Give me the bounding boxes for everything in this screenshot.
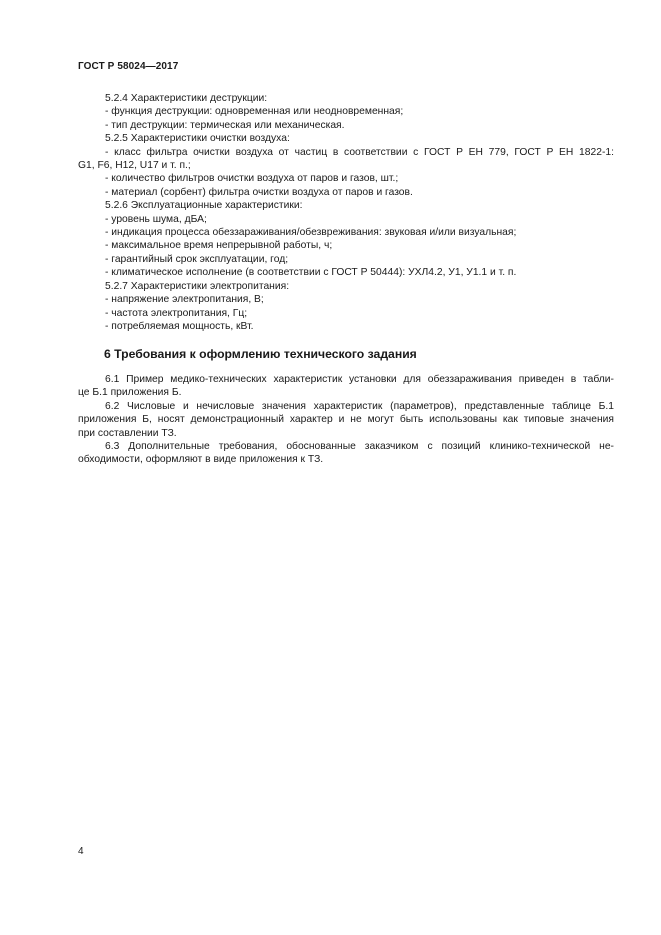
paragraph-6-3 (78, 440, 614, 467)
subsection-title: 5.2.6 Эксплуатационные характеристики: (105, 200, 303, 212)
list-item-continuation: G1, F6, H12, U17 и т. п.; (78, 160, 191, 172)
list-item: - климатическое исполнение (в соответствии с ГОСТ Р 50444): УХЛ4.2, У1, У1.1 и т. п. (105, 267, 517, 279)
subsection-title: 5.2.4 Характеристики деструкции: (105, 93, 268, 104)
paragraph-line: це Б.1 приложения Б. (78, 387, 182, 399)
subsection-title: 5.2.7 Характеристики электропитания: (105, 280, 290, 292)
document-header-standard: ГОСТ Р 58024—2017 (78, 61, 179, 72)
section-5-2-content (78, 92, 614, 333)
list-item: - максимальное время непрерывной работы, ч; (105, 240, 333, 252)
list-item: - количество фильтров очистки воздуха от паров и газов, шт.; (105, 173, 399, 185)
list-item: - тип деструкции: термическая или механическая. (105, 119, 345, 131)
list-item: - функция деструкции: одновременная или неодновременная; (105, 106, 404, 118)
subsection-title: 5.2.5 Характеристики очистки воздуха: (105, 133, 290, 145)
list-item: - класс фильтра очистки воздуха от частиц в соответствии с ГОСТ Р ЕН 779, ГОСТ Р ЕН 1822-1: (105, 146, 614, 158)
paragraph-line: 6.3 Дополнительные требования, обоснованные заказчиком с позиций клинико-технической не- (105, 441, 614, 453)
paragraph-line: при составлении ТЗ. (78, 427, 177, 439)
list-item: - гарантийный срок эксплуатации, год; (105, 253, 289, 265)
page-number: 4 (78, 846, 84, 857)
list-item: - частота электропитания, Гц; (105, 307, 248, 319)
section-6-content (78, 373, 614, 467)
paragraph-line: 6.1 Пример медико-технических характеристик установки для обеззараживания приведен в табли- (105, 374, 614, 385)
paragraph-line: 6.2 Числовые и нечисловые значения характеристик (параметров), представленные таблице Б.1 (105, 400, 614, 412)
paragraph-line: обходимости, оформляют в виде приложения к ТЗ. (78, 454, 324, 466)
paragraph-line: приложения Б, носят демонстрационный характер и не могут быть использованы как типовые значения (78, 414, 614, 426)
list-item: - напряжение электропитания, В; (105, 294, 264, 306)
list-item: - уровень шума, дБА; (105, 213, 207, 225)
list-item: - потребляемая мощность, кВт. (105, 320, 254, 332)
section-6-heading: 6 Требования к оформлению технического задания (104, 347, 417, 361)
list-item: - индикация процесса обеззараживания/обезвреживания: звуковая и/или визуальная; (105, 227, 517, 239)
list-item: - материал (сорбент) фильтра очистки воздуха от паров и газов. (105, 186, 413, 198)
paragraph-6-1 (78, 373, 614, 400)
paragraph-6-2 (78, 400, 614, 440)
